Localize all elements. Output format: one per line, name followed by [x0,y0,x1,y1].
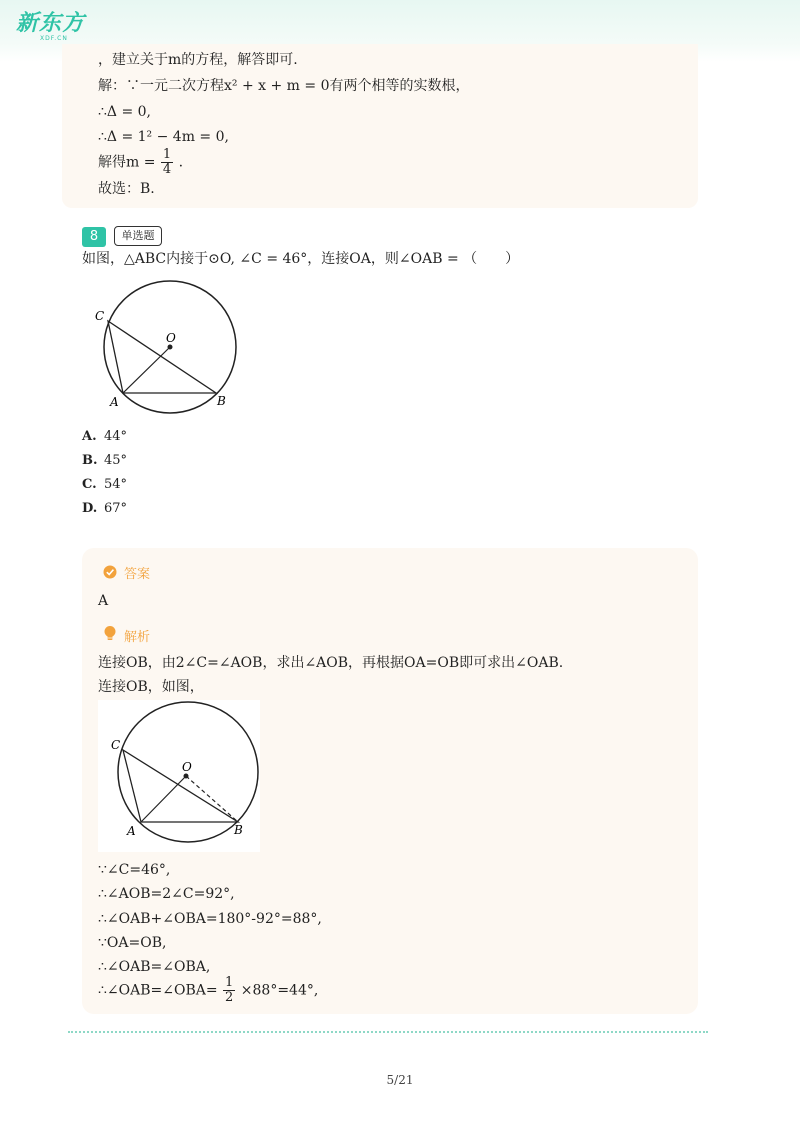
option-b-text: 45° [104,453,128,468]
label-o: O [182,760,192,774]
label-b: B [217,394,226,408]
option-a-text: 44° [104,429,128,444]
prev-line-6: 故选：B. [98,181,155,197]
check-badge-icon [103,565,117,579]
analysis-step-5: ∴∠OAB=∠OBA, [98,959,211,975]
prev-line-5-post: . [178,154,184,171]
label-c: C [111,738,121,752]
question-figure [88,278,248,418]
analysis-step-2: ∴∠AOB=2∠C=92°, [98,886,235,902]
triangle-abc [108,321,216,393]
option-c[interactable] [82,476,127,494]
fraction-one-half [223,976,235,1005]
fraction-one-quarter [161,148,173,177]
option-b[interactable] [82,452,127,470]
label-o: O [166,331,176,345]
analysis-step-6 [98,976,318,1005]
label-b: B [234,823,243,837]
option-a[interactable] [82,428,127,446]
option-c-letter: C. [82,477,97,492]
option-c-text: 54° [104,477,128,492]
question-stem: 如图，△ABC内接于⊙O, ∠C = 46°，连接OA，则∠OAB = （ ） [82,251,520,267]
answer-title: 答案 [124,567,151,582]
fraction-denominator: 2 [225,990,234,1005]
analysis-step-6-pre: ∴∠OAB=∠OBA= [98,982,218,999]
analysis-figure [98,700,260,852]
logo-text: 新东方 [16,11,86,36]
segment-oa [123,347,170,393]
logo-subtext: XDF.CN [40,35,68,42]
option-b-letter: B. [82,453,98,468]
option-d-text: 67° [104,501,128,516]
option-d[interactable] [82,500,127,518]
label-a: A [110,395,119,409]
analysis-step-6-post: ×88°=44°, [240,982,319,999]
question-type-tag: 单选题 [114,226,162,246]
option-a-letter: A. [82,429,97,444]
analysis-step-4: ∵OA=OB, [98,935,167,951]
center-point-o [168,345,173,350]
fraction-denominator: 4 [162,162,172,177]
fraction-numerator: 1 [162,147,172,162]
prev-line-5-pre: 解得m = [98,154,156,171]
question-number-badge: 8 [82,227,106,247]
answer-value: A [98,593,109,609]
prev-line-2: 解：∵一元二次方程x² + x + m = 0有两个相等的实数根， [98,78,470,94]
analysis-title: 解析 [124,630,151,645]
label-c: C [95,309,105,323]
analysis-line-1: 连接OB，由2∠C=∠AOB，求出∠AOB，再根据OA=OB即可求出∠OAB. [98,655,564,671]
analysis-step-3: ∴∠OAB+∠OBA=180°-92°=88°, [98,911,322,927]
prev-line-5 [98,148,183,177]
prev-line-1: ，建立关于m的方程，解答即可. [98,52,298,68]
section-divider [68,1031,708,1033]
fraction-numerator: 1 [225,975,234,990]
center-point-o [184,774,189,779]
page-number: 5/21 [386,1073,414,1087]
option-d-letter: D. [82,501,98,516]
prev-line-4: ∴Δ = 1² − 4m = 0, [98,129,229,145]
prev-line-3: ∴Δ = 0, [98,104,152,120]
label-a: A [127,824,136,838]
lightbulb-icon [103,625,117,642]
analysis-step-1: ∵∠C=46°, [98,862,171,878]
analysis-line-2: 连接OB，如图， [98,679,204,695]
